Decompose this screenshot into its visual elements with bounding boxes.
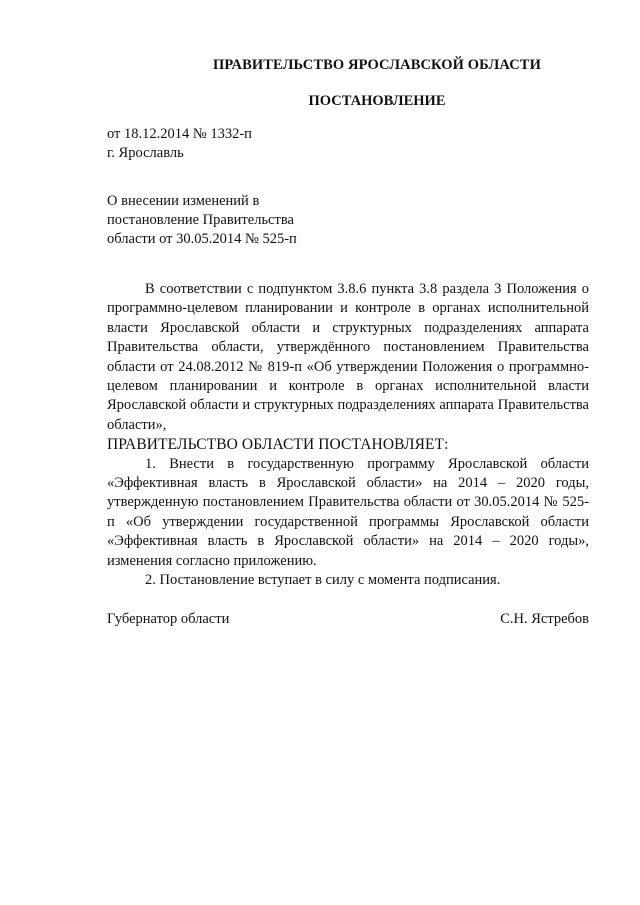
subject-line-2: постановление Правительства [107,212,294,228]
document-subject [107,192,297,249]
document-type-title: ПОСТАНОВЛЕНИЕ [308,93,446,109]
signatory-name: С.Н. Ястребов [500,611,589,627]
document-body [107,280,589,591]
subject-line-3: области от 30.05.2014 № 525-п [107,231,297,247]
signatory-role: Губернатор области [107,611,230,627]
item-2-paragraph: 2. Постановление вступает в силу с момента подписания. [145,572,501,589]
date-number: от 18.12.2014 № 1332-п [107,126,252,142]
preamble-paragraph: В соответствии с подпунктом 3.8.6 пункта 3.8 раздела 3 Положения о программно-целевом планировании и контроле в органах исполнительной власти Ярославской области и структурных подразделениях аппарата Правительства области, утверждённого постановлением Правительства области от 24.08.2012 № 819-п «Об утверждении Положения о программно-целевом планировании и контроле в органах исполнительной власти Ярославской области и структурных подразделениях аппарата Правительства области», [107,281,589,433]
government-title: ПРАВИТЕЛЬСТВО ЯРОСЛАВСКОЙ ОБЛАСТИ [213,57,541,73]
subject-line-1: О внесении изменений в [107,193,260,209]
city: г. Ярославль [107,145,184,161]
document-meta [107,125,252,163]
item-1-paragraph: 1. Внести в государственную программу Ярославской области «Эффективная власть в Ярославской области» на 2014 – 2020 годы, утвержденную постановлением Правительства области от 30.05.2014 № 525-п «Об утверждении государственной программы Ярославской области «Эффективная власть в Ярославской области» на 2014 – 2020 годы», изменения согласно приложению. [107,455,589,569]
decree-heading: ПРАВИТЕЛЬСТВО ОБЛАСТИ ПОСТАНОВЛЯЕТ: [107,436,449,454]
